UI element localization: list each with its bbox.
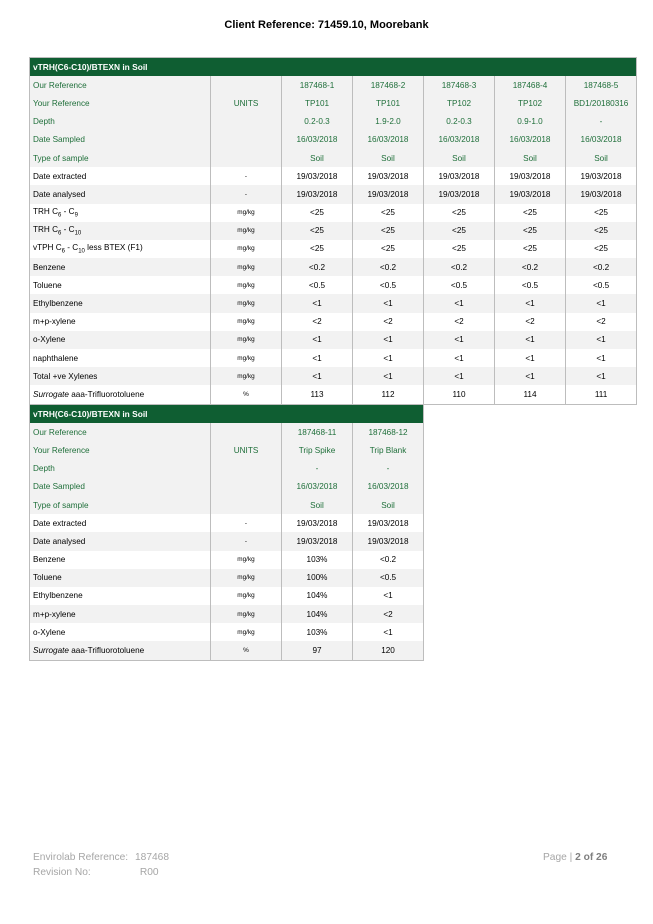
- result-value: <25: [566, 204, 637, 222]
- units-cell: mg/kg: [211, 623, 282, 641]
- result-value: <1: [282, 294, 353, 312]
- footer-reference: [33, 852, 169, 863]
- table-header-row: [30, 405, 424, 424]
- units-cell: mg/kg: [211, 605, 282, 623]
- surrogate-label: Surrogate: [33, 646, 69, 656]
- table-row: [30, 551, 424, 569]
- result-value: <25: [282, 240, 353, 258]
- table-row: [30, 240, 637, 258]
- result-value: <25: [424, 222, 495, 240]
- meta-value: -: [282, 460, 353, 478]
- result-value: <1: [353, 349, 424, 367]
- result-value: <1: [495, 294, 566, 312]
- result-value: 112: [353, 385, 424, 404]
- meta-value: Soil: [495, 149, 566, 167]
- units-cell: mg/kg: [211, 204, 282, 222]
- analyte-label: Date analysed: [30, 185, 211, 203]
- meta-value: 187468-2: [353, 76, 424, 94]
- result-value: 100%: [282, 569, 353, 587]
- result-value: <0.2: [282, 258, 353, 276]
- units-cell: -: [211, 532, 282, 550]
- result-value: <25: [495, 240, 566, 258]
- table-row: [30, 587, 424, 605]
- meta-label: Our Reference: [30, 76, 211, 94]
- table-row: [30, 294, 637, 312]
- result-value: <0.5: [282, 276, 353, 294]
- meta-value: 0.2-0.3: [424, 113, 495, 131]
- result-value: <2: [282, 313, 353, 331]
- result-value: <25: [353, 222, 424, 240]
- table-row: [30, 185, 637, 203]
- result-value: <1: [566, 331, 637, 349]
- result-value: <0.5: [495, 276, 566, 294]
- analyte-label: Toluene: [30, 569, 211, 587]
- result-value: 103%: [282, 551, 353, 569]
- table-title: vTRH(C6-C10)/BTEXN in Soil: [30, 58, 637, 77]
- result-value: <1: [566, 367, 637, 385]
- result-value: <0.2: [353, 551, 424, 569]
- meta-row: [30, 423, 424, 441]
- result-value: <2: [353, 313, 424, 331]
- subscript: 6: [61, 248, 65, 255]
- meta-value: 16/03/2018: [353, 131, 424, 149]
- units-cell: mg/kg: [211, 240, 282, 258]
- units-cell: %: [211, 641, 282, 660]
- analyte-label: m+p-xylene: [30, 313, 211, 331]
- meta-row: [30, 496, 424, 514]
- result-value: <25: [353, 240, 424, 258]
- result-value: <1: [353, 331, 424, 349]
- table-row: [30, 514, 424, 532]
- meta-value: 0.2-0.3: [282, 113, 353, 131]
- units-cell: mg/kg: [211, 349, 282, 367]
- table-header-row: [30, 58, 637, 77]
- envirolab-reference-value: 187468: [134, 852, 169, 863]
- meta-value: Soil: [424, 149, 495, 167]
- meta-value: 16/03/2018: [566, 131, 637, 149]
- result-value: <2: [495, 313, 566, 331]
- units-cell: [211, 478, 282, 496]
- result-value: 111: [566, 385, 637, 404]
- result-value: 19/03/2018: [353, 532, 424, 550]
- result-value: <1: [282, 349, 353, 367]
- meta-value: TP102: [495, 94, 566, 112]
- units-cell: mg/kg: [211, 258, 282, 276]
- subscript: 9: [74, 212, 78, 219]
- table-row: [30, 331, 637, 349]
- result-value: 19/03/2018: [282, 514, 353, 532]
- result-value: 19/03/2018: [282, 185, 353, 203]
- meta-row: [30, 441, 424, 459]
- table-row: [30, 167, 637, 185]
- analyte-label: Date analysed: [30, 532, 211, 550]
- units-cell: [211, 113, 282, 131]
- meta-label: Your Reference: [30, 441, 211, 459]
- units-cell: mg/kg: [211, 331, 282, 349]
- table-row: [30, 313, 637, 331]
- result-value: <25: [566, 240, 637, 258]
- meta-row: [30, 76, 637, 94]
- units-cell: -: [211, 514, 282, 532]
- result-value: <1: [424, 331, 495, 349]
- analyte-label: TRH $C_6 - C_{10}$: [30, 222, 211, 240]
- footer-revision: [33, 867, 159, 878]
- units-cell: [211, 149, 282, 167]
- table-row: [30, 204, 637, 222]
- analyte-label: o-Xylene: [30, 331, 211, 349]
- result-value: <0.5: [353, 569, 424, 587]
- meta-label: Depth: [30, 113, 211, 131]
- units-cell: %: [211, 385, 282, 404]
- result-value: <2: [424, 313, 495, 331]
- page-prefix: Page |: [543, 852, 576, 863]
- units-cell: [211, 131, 282, 149]
- meta-value: 16/03/2018: [282, 478, 353, 496]
- result-value: 19/03/2018: [424, 167, 495, 185]
- result-value: <1: [353, 367, 424, 385]
- meta-value: Trip Blank: [353, 441, 424, 459]
- meta-value: BD1/20180316: [566, 94, 637, 112]
- analyte-label: Surrogate aaa-Trifluorotoluene: [30, 385, 211, 404]
- result-value: <1: [424, 367, 495, 385]
- result-value: <0.2: [424, 258, 495, 276]
- meta-value: 16/03/2018: [495, 131, 566, 149]
- result-value: <1: [424, 349, 495, 367]
- revision-value: R00: [139, 867, 159, 878]
- table-row: [30, 605, 424, 623]
- meta-value: 187468-3: [424, 76, 495, 94]
- units-cell: mg/kg: [211, 222, 282, 240]
- meta-label: Depth: [30, 460, 211, 478]
- result-value: 113: [282, 385, 353, 404]
- units-cell: -: [211, 185, 282, 203]
- meta-value: Soil: [282, 149, 353, 167]
- result-value: <1: [353, 294, 424, 312]
- result-value: <0.5: [566, 276, 637, 294]
- units-cell: mg/kg: [211, 551, 282, 569]
- table-row: [30, 222, 637, 240]
- result-value: 120: [353, 641, 424, 660]
- meta-value: Soil: [282, 496, 353, 514]
- result-value: 19/03/2018: [566, 167, 637, 185]
- analyte-label: m+p-xylene: [30, 605, 211, 623]
- result-value: <2: [353, 605, 424, 623]
- analyte-label: o-Xylene: [30, 623, 211, 641]
- result-value: 110: [424, 385, 495, 404]
- units-cell: -: [211, 167, 282, 185]
- meta-label: Your Reference: [30, 94, 211, 112]
- result-value: <0.2: [353, 258, 424, 276]
- result-value: <25: [495, 222, 566, 240]
- footer-page-number: [543, 852, 607, 863]
- result-value: 19/03/2018: [424, 185, 495, 203]
- meta-row: [30, 113, 637, 131]
- result-value: 19/03/2018: [353, 185, 424, 203]
- meta-value: 187468-5: [566, 76, 637, 94]
- envirolab-reference-label: Envirolab Reference:: [33, 852, 129, 863]
- meta-value: TP102: [424, 94, 495, 112]
- meta-row: [30, 94, 637, 112]
- units-cell: UNITS: [211, 94, 282, 112]
- result-value: <1: [566, 294, 637, 312]
- meta-value: -: [353, 460, 424, 478]
- table-row: [30, 385, 637, 404]
- result-value: 104%: [282, 605, 353, 623]
- units-cell: UNITS: [211, 441, 282, 459]
- result-value: <1: [353, 587, 424, 605]
- meta-label: Date Sampled: [30, 478, 211, 496]
- result-value: <0.2: [566, 258, 637, 276]
- result-value: <25: [566, 222, 637, 240]
- meta-label: Date Sampled: [30, 131, 211, 149]
- meta-value: Trip Spike: [282, 441, 353, 459]
- result-value: 19/03/2018: [282, 167, 353, 185]
- table-row: [30, 258, 637, 276]
- meta-value: Soil: [566, 149, 637, 167]
- page-value: 2 of 26: [575, 852, 608, 863]
- result-value: 103%: [282, 623, 353, 641]
- result-value: 97: [282, 641, 353, 660]
- result-value: <25: [353, 204, 424, 222]
- page-title: Client Reference: 71459.10, Moorebank: [224, 19, 429, 31]
- result-value: <0.5: [424, 276, 495, 294]
- units-cell: mg/kg: [211, 294, 282, 312]
- analyte-label: vTPH $C_6 - C_{10}$ less BTEX (F1): [30, 240, 211, 258]
- meta-value: 187468-4: [495, 76, 566, 94]
- result-value: 19/03/2018: [353, 167, 424, 185]
- result-value: <1: [495, 331, 566, 349]
- surrogate-label: Surrogate: [33, 389, 69, 399]
- result-value: <0.2: [495, 258, 566, 276]
- result-value: 19/03/2018: [495, 185, 566, 203]
- result-value: 19/03/2018: [495, 167, 566, 185]
- analyte-label: Benzene: [30, 551, 211, 569]
- result-value: 19/03/2018: [282, 532, 353, 550]
- analyte-label: naphthalene: [30, 349, 211, 367]
- meta-value: 187468-11: [282, 423, 353, 441]
- result-value: <25: [282, 204, 353, 222]
- subscript: 6: [58, 212, 62, 219]
- meta-value: Soil: [353, 149, 424, 167]
- analyte-label: Toluene: [30, 276, 211, 294]
- meta-value: 187468-12: [353, 423, 424, 441]
- units-cell: mg/kg: [211, 367, 282, 385]
- meta-value: 16/03/2018: [353, 478, 424, 496]
- result-value: <1: [495, 367, 566, 385]
- meta-label: Type of sample: [30, 496, 211, 514]
- table-row: [30, 349, 637, 367]
- meta-value: Soil: [353, 496, 424, 514]
- result-value: <1: [566, 349, 637, 367]
- meta-row: [30, 460, 424, 478]
- result-value: <1: [495, 349, 566, 367]
- result-value: <1: [282, 367, 353, 385]
- table-row: [30, 569, 424, 587]
- meta-row: [30, 131, 637, 149]
- result-value: <1: [353, 623, 424, 641]
- result-value: <25: [424, 204, 495, 222]
- result-value: 114: [495, 385, 566, 404]
- result-value: <1: [424, 294, 495, 312]
- units-cell: [211, 76, 282, 94]
- analyte-label: Total +ve Xylenes: [30, 367, 211, 385]
- result-value: <25: [282, 222, 353, 240]
- units-cell: [211, 423, 282, 441]
- meta-row: [30, 149, 637, 167]
- meta-value: -: [566, 113, 637, 131]
- table-title: vTRH(C6-C10)/BTEXN in Soil: [30, 405, 424, 424]
- revision-label: Revision No:: [33, 867, 91, 878]
- units-cell: [211, 460, 282, 478]
- meta-value: 187468-1: [282, 76, 353, 94]
- analyte-label: Date extracted: [30, 514, 211, 532]
- subscript: 6: [58, 230, 62, 237]
- units-cell: mg/kg: [211, 276, 282, 294]
- meta-value: 16/03/2018: [282, 131, 353, 149]
- analyte-label: TRH $C_6 - C_9$: [30, 204, 211, 222]
- meta-value: TP101: [282, 94, 353, 112]
- analyte-label: Surrogate aaa-Trifluorotoluene: [30, 641, 211, 660]
- result-value: <0.5: [353, 276, 424, 294]
- result-value: <25: [424, 240, 495, 258]
- units-cell: [211, 496, 282, 514]
- result-value: <25: [495, 204, 566, 222]
- table-row: [30, 367, 637, 385]
- units-cell: mg/kg: [211, 587, 282, 605]
- analyte-label: Benzene: [30, 258, 211, 276]
- table-row: [30, 623, 424, 641]
- meta-value: TP101: [353, 94, 424, 112]
- units-cell: mg/kg: [211, 313, 282, 331]
- meta-label: Type of sample: [30, 149, 211, 167]
- meta-label: Our Reference: [30, 423, 211, 441]
- meta-value: 1.9-2.0: [353, 113, 424, 131]
- analyte-label: Date extracted: [30, 167, 211, 185]
- result-value: 19/03/2018: [353, 514, 424, 532]
- table-row: [30, 641, 424, 660]
- results-table-1: [29, 57, 637, 405]
- table-row: [30, 532, 424, 550]
- meta-value: 16/03/2018: [424, 131, 495, 149]
- result-value: <2: [566, 313, 637, 331]
- result-value: 104%: [282, 587, 353, 605]
- analyte-label: Ethylbenzene: [30, 294, 211, 312]
- result-value: 19/03/2018: [566, 185, 637, 203]
- meta-row: [30, 478, 424, 496]
- subscript: 10: [78, 248, 85, 255]
- units-cell: mg/kg: [211, 569, 282, 587]
- meta-value: 0.9-1.0: [495, 113, 566, 131]
- results-table-2: [29, 404, 424, 661]
- table-row: [30, 276, 637, 294]
- analyte-label: Ethylbenzene: [30, 587, 211, 605]
- subscript: 10: [74, 230, 82, 237]
- result-value: <1: [282, 331, 353, 349]
